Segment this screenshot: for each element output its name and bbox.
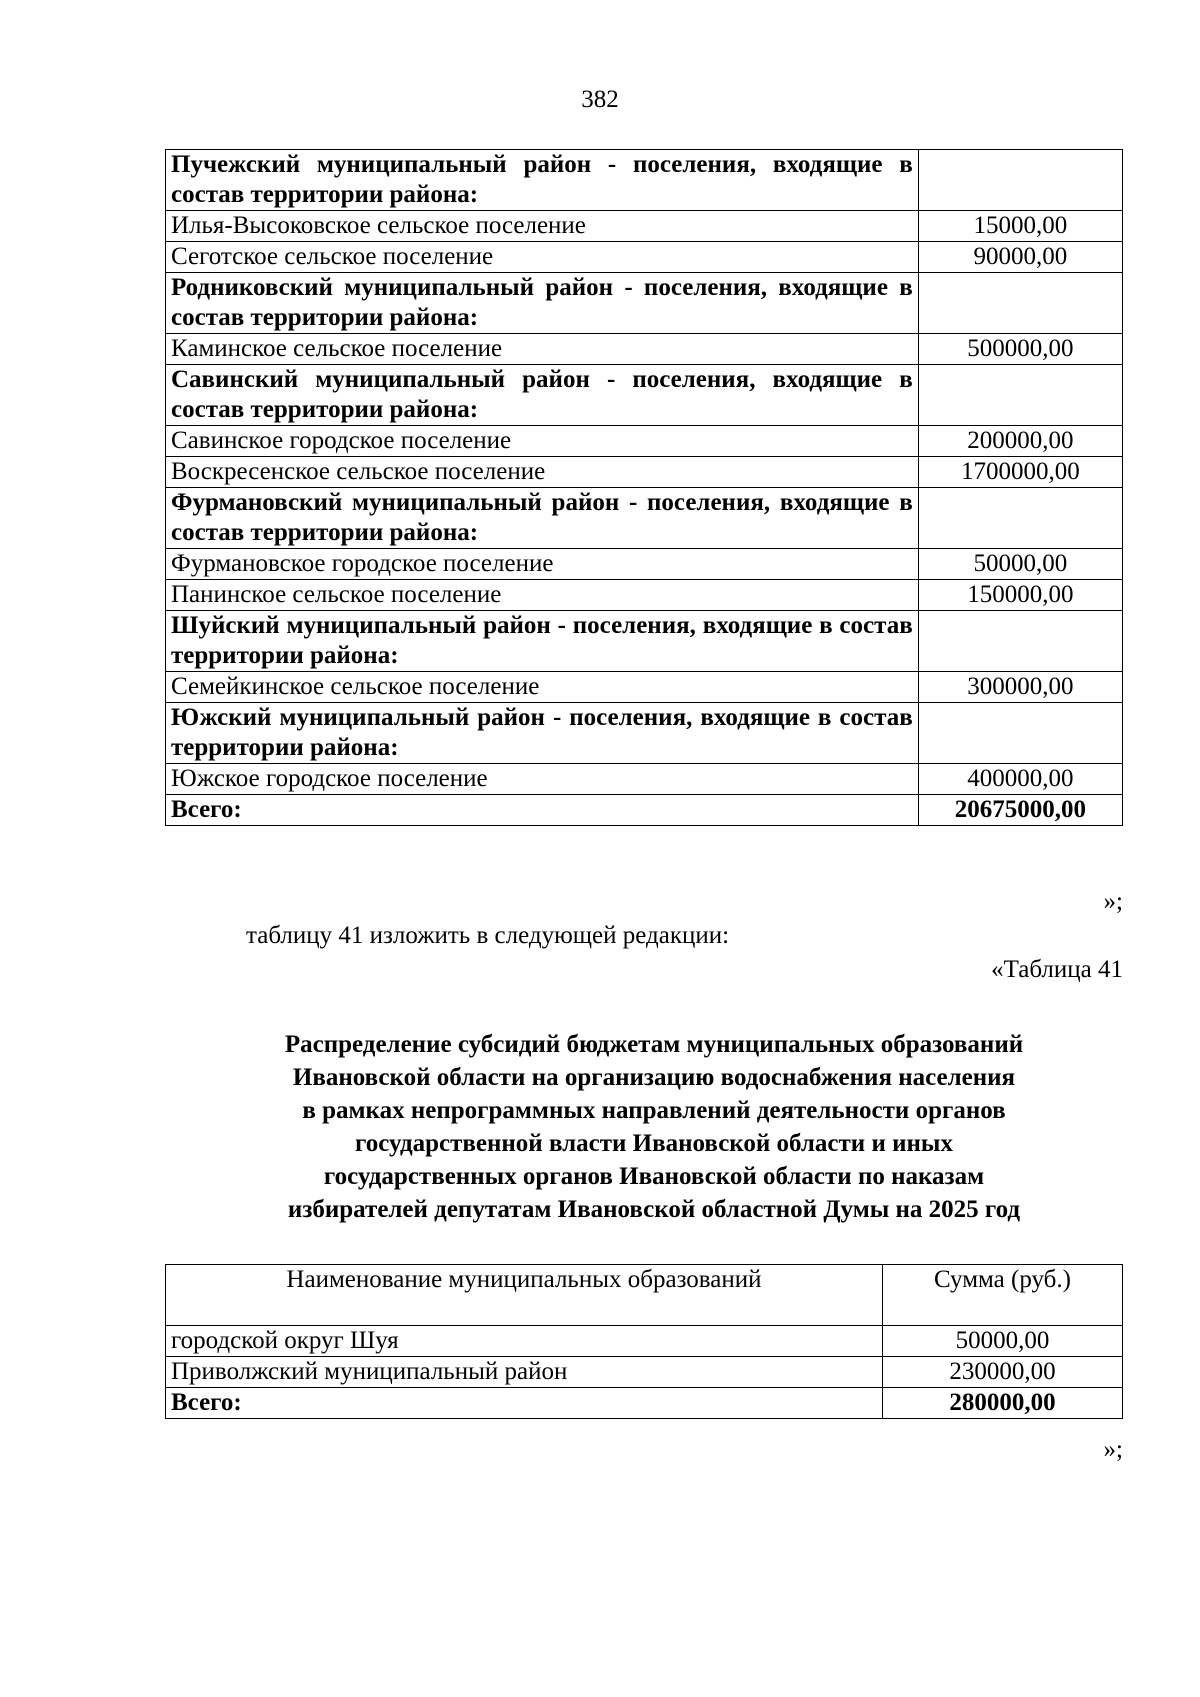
header-name-cell: Наименование муниципальных образований — [166, 1265, 883, 1326]
table-title-line: в рамках непрограммных направлений деятельности органов — [302, 1097, 1006, 1124]
table-title-line: Распределение субсидий бюджетам муниципальных образований — [284, 1031, 1024, 1058]
amount-cell — [918, 365, 1122, 426]
name-cell: Пучежский муниципальный район - поселения, входящие в состав территории района: — [166, 150, 919, 211]
amount-cell: 1700000,00 — [918, 457, 1122, 488]
amount-cell — [918, 150, 1122, 211]
amendment-text: таблицу 41 изложить в следующей редакции: — [246, 922, 730, 949]
table-row — [166, 580, 1123, 611]
name-cell: Савинский муниципальный район - поселения, входящие в состав территории района: — [166, 365, 919, 426]
table-row — [166, 426, 1123, 457]
district-header-row — [166, 611, 1123, 672]
table-row — [166, 1357, 1123, 1388]
name-cell: Всего: — [166, 1388, 883, 1419]
table-row — [166, 672, 1123, 703]
name-cell: Шуйский муниципальный район - поселения, входящие в состав территории района: — [166, 611, 919, 672]
amount-cell: 280000,00 — [882, 1388, 1122, 1419]
amount-cell: 200000,00 — [918, 426, 1122, 457]
subsidy-table-continued — [165, 149, 1123, 826]
amount-cell: 230000,00 — [882, 1357, 1122, 1388]
page-number: 382 — [581, 86, 619, 113]
amount-cell — [918, 273, 1122, 334]
table-title-line: государственной власти Ивановской области и иных — [355, 1130, 953, 1157]
district-header-row — [166, 365, 1123, 426]
table-label: «Таблица 41 — [991, 956, 1123, 983]
name-cell: Каминское сельское поселение — [166, 334, 919, 365]
table-row — [166, 549, 1123, 580]
name-cell: Фурмановское городское поселение — [166, 549, 919, 580]
amount-cell: 15000,00 — [918, 211, 1122, 242]
name-cell: Южский муниципальный район - поселения, входящие в состав территории района: — [166, 703, 919, 764]
header-amount-cell: Сумма (руб.) — [882, 1265, 1122, 1326]
table-title-line: избирателей депутатам Ивановской областной Думы на 2025 год — [287, 1196, 1021, 1223]
amount-cell: 50000,00 — [918, 549, 1122, 580]
table-row — [166, 1326, 1123, 1357]
amount-cell: 50000,00 — [882, 1326, 1122, 1357]
total-row — [166, 1388, 1123, 1419]
district-header-row — [166, 273, 1123, 334]
table-row — [166, 457, 1123, 488]
name-cell: Сеготское сельское поселение — [166, 242, 919, 273]
name-cell: Илья-Высоковское сельское поселение — [166, 211, 919, 242]
name-cell: Южское городское поселение — [166, 764, 919, 795]
name-cell: Семейкинское сельское поселение — [166, 672, 919, 703]
table-row — [166, 334, 1123, 365]
amount-cell: 400000,00 — [918, 764, 1122, 795]
district-header-row — [166, 488, 1123, 549]
table-title-line: государственных органов Ивановской области по наказам — [323, 1163, 985, 1190]
amount-cell — [918, 703, 1122, 764]
name-cell: Всего: — [166, 795, 919, 826]
subsidy-table-41 — [165, 1264, 1123, 1419]
table-header-row — [166, 1265, 1123, 1326]
name-cell: Панинское сельское поселение — [166, 580, 919, 611]
table-title-line: Ивановской области на организацию водоснабжения населения — [292, 1064, 1016, 1091]
name-cell: Савинское городское поселение — [166, 426, 919, 457]
name-cell: Воскресенское сельское поселение — [166, 457, 919, 488]
table-row — [166, 764, 1123, 795]
amount-cell: 90000,00 — [918, 242, 1122, 273]
amount-cell — [918, 611, 1122, 672]
district-header-row — [166, 150, 1123, 211]
district-header-row — [166, 703, 1123, 764]
name-cell: Фурмановский муниципальный район - поселения, входящие в состав территории района: — [166, 488, 919, 549]
amount-cell: 300000,00 — [918, 672, 1122, 703]
table-row — [166, 242, 1123, 273]
amount-cell: 500000,00 — [918, 334, 1122, 365]
name-cell: Приволжский муниципальный район — [166, 1357, 883, 1388]
amount-cell: 150000,00 — [918, 580, 1122, 611]
closing-quote: »; — [1103, 1436, 1123, 1463]
total-row — [166, 795, 1123, 826]
name-cell: городской округ Шуя — [166, 1326, 883, 1357]
table-title — [165, 1028, 1143, 1226]
amount-cell — [918, 488, 1122, 549]
closing-quote: »; — [1103, 888, 1123, 915]
table-row — [166, 211, 1123, 242]
name-cell: Родниковский муниципальный район - поселения, входящие в состав территории района: — [166, 273, 919, 334]
amount-cell: 20675000,00 — [918, 795, 1122, 826]
